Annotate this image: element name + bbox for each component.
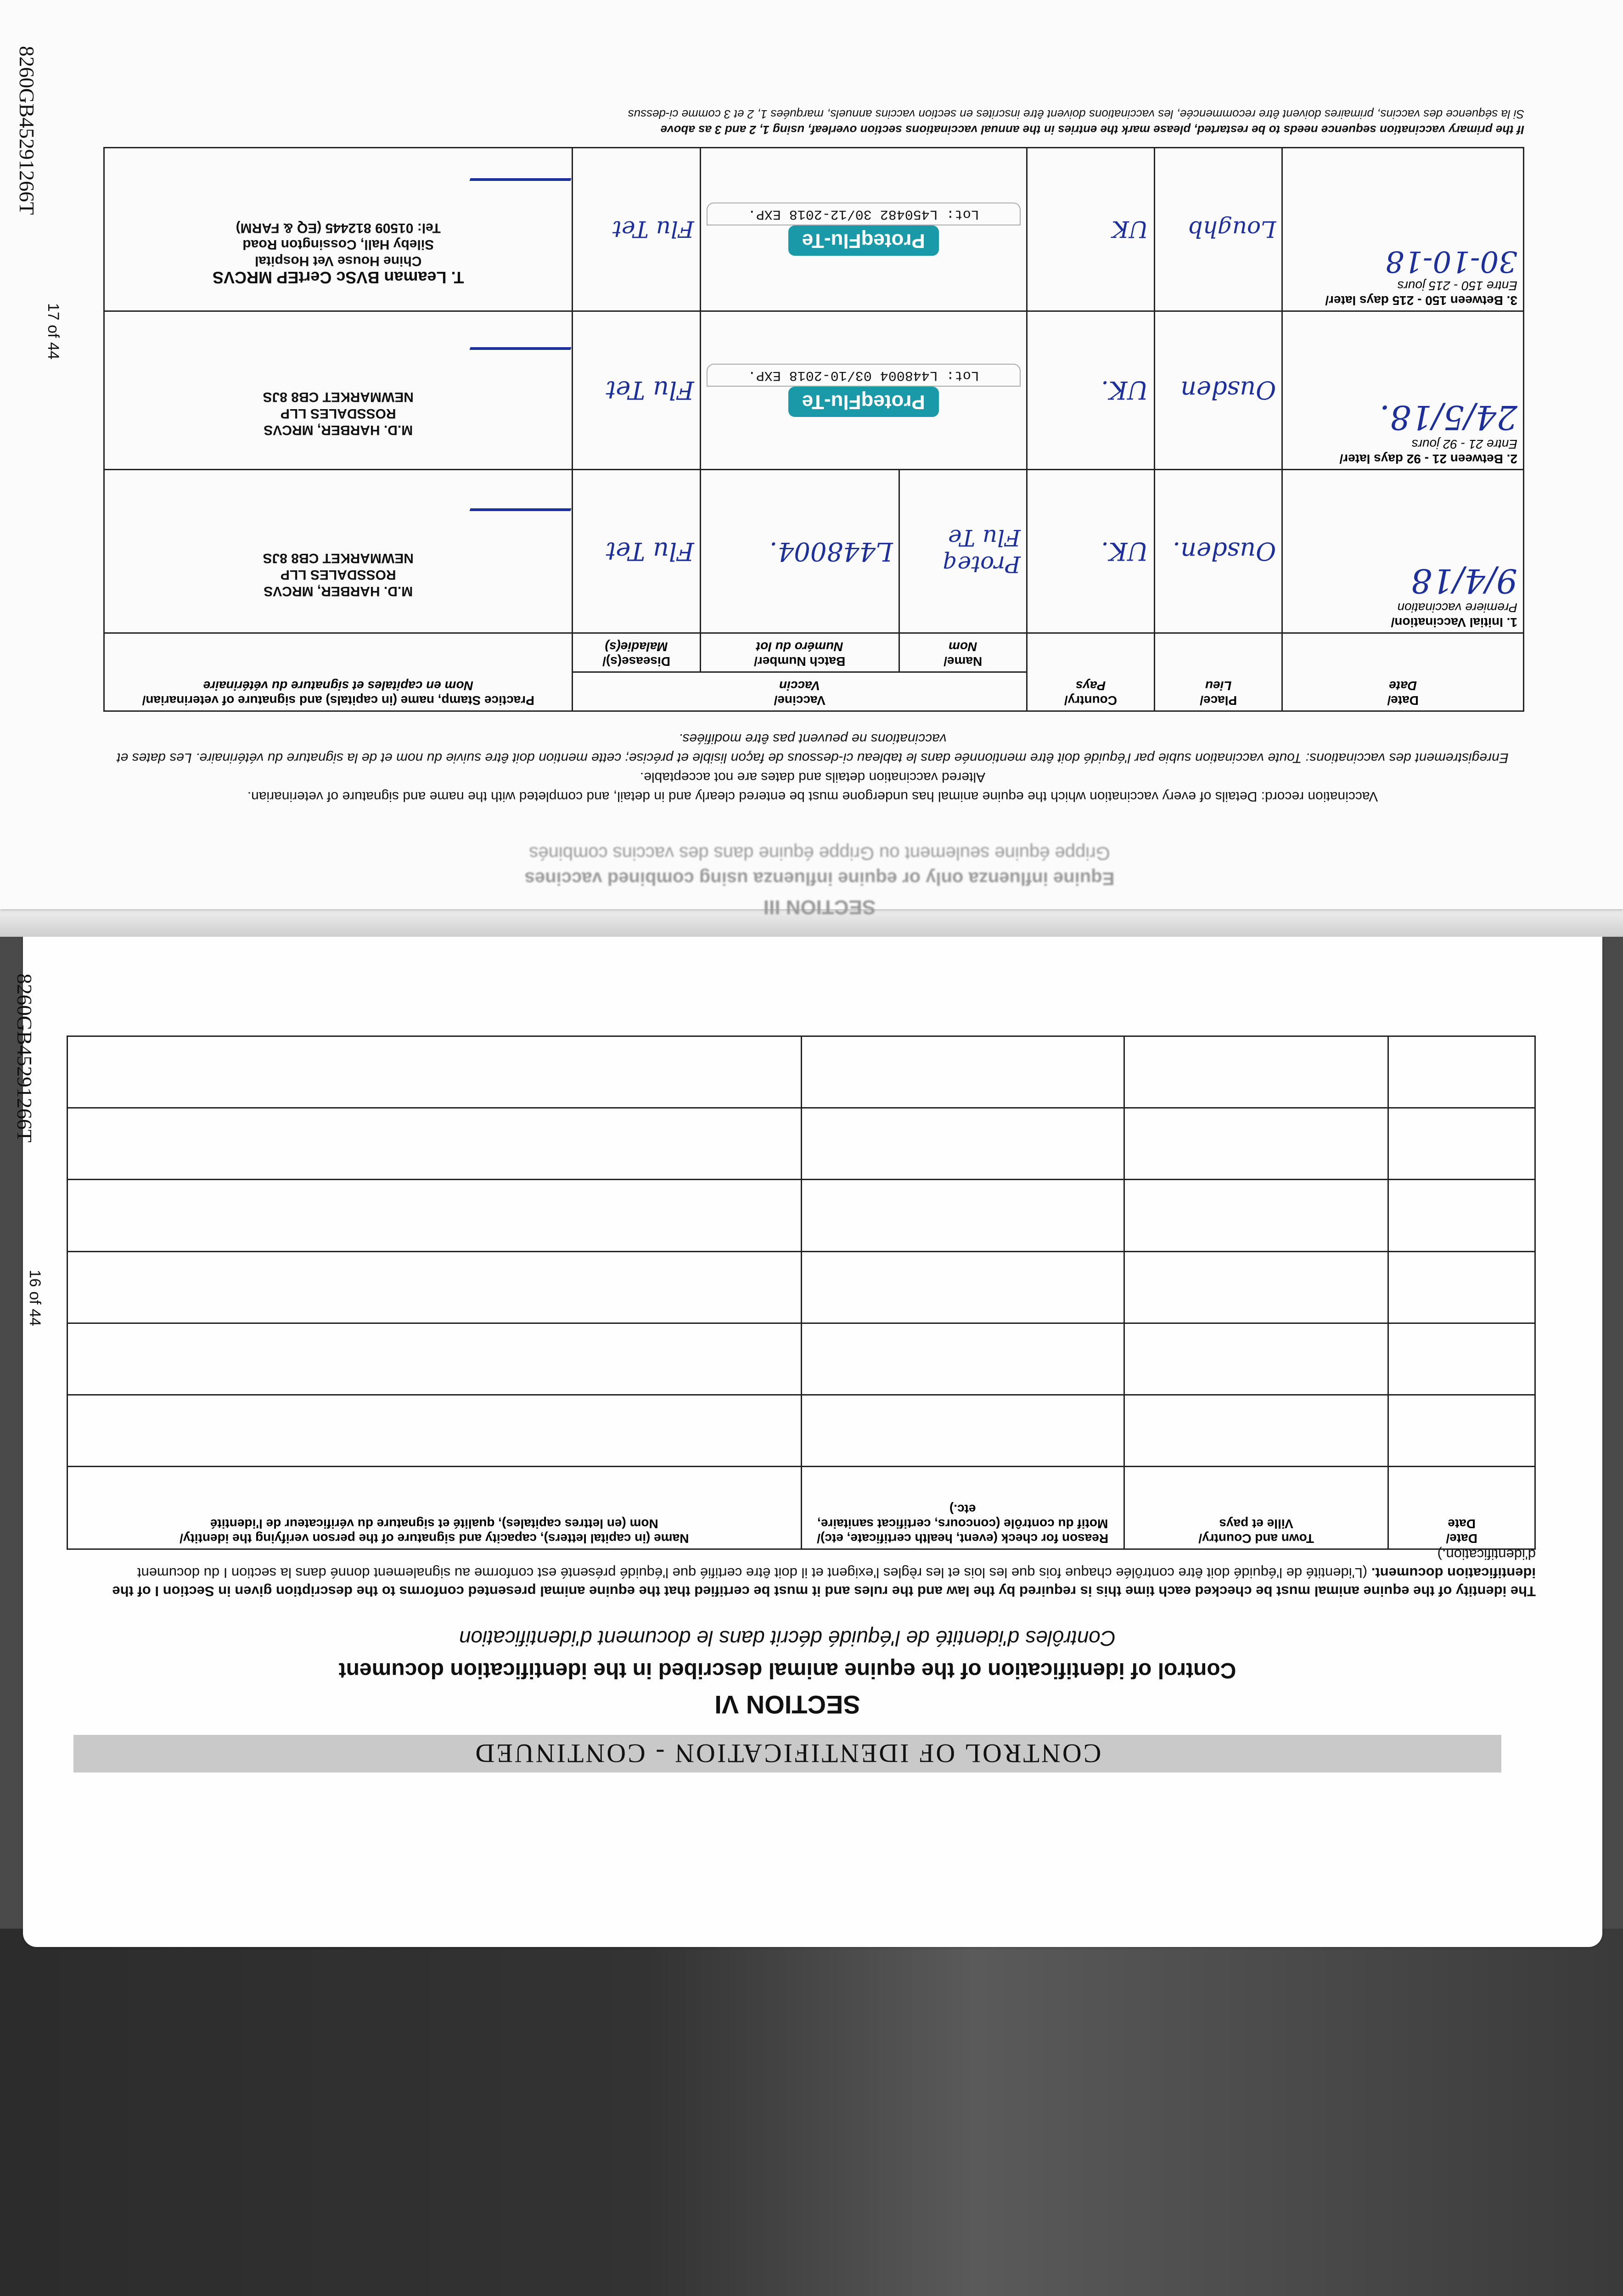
section-vi-title-fr: Contrôles d'identité de l'équidé décrit dans le document d'identification [459,1626,1116,1650]
vac-row1-disease: Flu Tet [573,469,700,633]
intro-fr: (L'identité de l'équidé doit être contrôlée chaque fois que les lois et les règles l'exigent et il doit être certifié que l'équidé présenté est conforme au signalement donné dans la section I du document d'identification.) [137,1547,1536,1581]
vaccination-intro-fr: Enregistrement des vaccinations: Toute vaccination subie par l'équidé doit être mentionnée dans le tableau ci-dessous de façon lisible et précise; cette mention doit être suivie du nom et de la signature du vétérinaire. Les dates et vaccinations ne peuvent pas être modifiées. [117,731,1509,765]
stamp-line: ROSSDALES LLP [280,406,396,422]
col-town-en: Town and Country/ [1198,1531,1314,1546]
vac-col-name-en: Name/ [943,654,983,669]
vac-col-disease-fr: Maladie(s) [605,639,668,654]
vac-col-country [1027,633,1154,711]
vac-col-country-fr: Pays [1075,679,1106,693]
col-verifier-en: Name (in capital letters), capacity and signature of the person verifying the identity/ [180,1531,689,1546]
vac-row1-label-en: 1. Initial Vaccination/ [1391,615,1517,630]
vac-row2-country: UK. [1027,311,1154,469]
table-row [67,1323,1535,1395]
table-header-row [67,1467,1535,1549]
table-row [104,148,1524,311]
vac-row2-date: 24/5/18. [1379,398,1517,437]
vaccination-record-table [103,147,1524,712]
vac-row2-disease: Flu Tet [573,311,700,469]
vac-row3-signature [456,178,572,218]
section-vi-intro [67,1545,1536,1600]
table-row [67,1251,1535,1323]
col-verifier [67,1467,802,1549]
vac-col-vaccine [573,672,1027,711]
section-iii-title-fr: Grippe équine seulement ou Grippe équine dans des vaccins combinés [529,843,1110,863]
vac-row1-place: Ousden. [1155,469,1282,633]
vac-col-date-fr: Date [1389,679,1417,693]
vac-row1-date-cell [1282,469,1524,633]
vac-row3-vaccine-name: ProteqFlu-Te [788,225,939,256]
vac-col-stamp [104,633,573,711]
table-row [104,311,1524,469]
vac-row3-date: 30-10-18 [1385,244,1517,278]
vac-row3-batch-exp: EXP. [747,206,781,222]
vac-row3-place: Loughb [1155,148,1282,311]
vac-row2-batch-box [707,364,1021,387]
vaccination-footnote [101,107,1524,138]
section-vi-heading: SECTION VI [714,1690,860,1719]
vac-col-batch-fr: Numéro du lot [756,639,843,654]
vac-row2-vaccine-name: ProteqFlu-Te [788,387,939,417]
vac-row3-stamp-cell [104,148,573,311]
table-row [67,1180,1535,1251]
vac-col-stamp-en: Practice Stamp, name (in capitals) and signature of veterinarian/ [142,693,534,708]
vac-col-date [1282,633,1524,711]
footnote-fr: Si la séquence des vaccins, primaires doivent être recommencée, les vaccinations doivent être inscrites en section vaccins annuels, marquées 1, 2 et 3 comme ci-dessus [628,107,1524,121]
vac-row2-batch-exp: EXP. [747,367,781,383]
vac-col-batch-en: Batch Number/ [754,654,846,669]
table-row [67,1108,1535,1180]
vac-row1-label-fr: Premiere vaccination [1397,600,1517,615]
vac-row3-vaccine-label [700,148,1027,311]
col-town-country [1124,1467,1388,1549]
col-date-en: Date/ [1446,1531,1477,1546]
col-date-fr: Date [1448,1517,1476,1531]
table-row [67,1395,1535,1466]
section-iii-title-en: Equine influenza only or equine influenza using combined vaccines [524,868,1115,889]
vaccination-intro [101,729,1524,806]
col-reason-fr: Motif du contrôle (concours, certificat sanitaire, etc.) [817,1502,1108,1531]
stamp-line: ROSSDALES LLP [280,567,396,582]
table-row [67,1036,1535,1108]
vac-row3-label-fr: Entre 150 - 215 jours [1397,278,1517,293]
section-vi-title-en: Control of identification of the equine animal described in the identification document [338,1658,1236,1683]
stamp-line: NEWMARKET CB8 8JS [263,550,414,566]
vac-row1-date: 9/4/18 [1411,561,1517,600]
vac-row2-stamp-cell [104,311,573,469]
col-verifier-fr: Nom (en lettres capitales), qualité et signature du vérificateur de l'identité [210,1517,658,1531]
vac-col-name [899,633,1027,672]
stamp-line: T. Leaman BVSc CertEP MRCVS [212,268,464,287]
stamp-line: Sileby Hall, Cossington Road [242,236,434,252]
vac-row2-label-en: 2. Between 21 - 92 days later/ [1339,451,1517,466]
stamp-line: NEWMARKET CB8 8JS [263,389,414,405]
vac-row2-stamp [110,388,566,438]
vac-row2-date-cell [1282,311,1524,469]
vac-col-place [1155,633,1282,711]
vac-col-place-fr: Lieu [1205,679,1232,693]
vac-col-vaccine-en: Vaccine/ [774,693,826,708]
vac-row3-date-cell [1282,148,1524,311]
col-date [1388,1467,1535,1549]
vac-row1-signature [456,508,572,548]
vac-row1-stamp [110,550,566,599]
vac-row3-batch-box [707,203,1021,225]
identification-check-table [67,1035,1536,1550]
vac-row3-country: UK [1027,148,1154,311]
stamp-line: M.D. HARBER, MRCVS [264,583,413,599]
vac-row2-signature [456,347,572,387]
vac-header-row [104,672,1524,711]
vac-col-disease-en: Disease(s)/ [602,654,671,669]
vaccination-intro-en2: Altered vaccination details and dates are not acceptable. [640,770,986,785]
page17-number: 17 of 44 [45,303,62,360]
col-town-fr: Ville et pays [1219,1517,1293,1531]
vac-col-country-en: Country/ [1064,693,1118,708]
stamp-line: Chine House Vet Hospital [255,253,422,269]
vac-col-name-fr: Nom [949,639,977,654]
stamp-line: Tel: 01509 812445 (EQ & FARM) [236,220,441,236]
vac-col-vaccine-fr: Vaccin [779,679,820,693]
stamp-line: M.D. HARBER, MRCVS [264,422,413,438]
table-row [104,469,1524,633]
section-iii-heading: SECTION III [763,896,876,918]
vac-row2-vaccine-label [700,311,1027,469]
vac-row3-disease: Flu Tet [573,148,700,311]
intro-en: The identity of the equine animal must be checked each time this is required by the law and the rules and it must be certified that the equine animal presented conforms to the description given in Section I of the identification document. [112,1565,1536,1599]
vac-col-disease [573,633,700,672]
vaccination-intro-en: Vaccination record: Details of every vaccination which the equine animal has undergone must be entered clearly and in detail, and completed with the name and signature of veterinarian. [247,789,1378,804]
col-reason [801,1467,1124,1549]
page17-id-code: 8260GB45291266T [15,46,39,215]
page16-id-code: 8260GB45291266T [13,974,36,1142]
vac-row3-label-en: 3. Between 150 - 215 days later/ [1325,293,1517,308]
vac-row2-label-fr: Entre 21 - 92 jours [1411,437,1517,451]
vac-row2-batch: Lot: L448004 03/10-2018 [789,367,979,383]
identification-banner: CONTROL OF IDENTIFICATION - CONTINUED [73,1735,1501,1773]
vac-row3-batch: Lot: L450482 30/12-2018 [789,206,979,222]
vac-row1-batch: L448004. [700,469,899,633]
vac-row3-stamp [110,219,566,286]
vac-col-place-en: Place/ [1200,693,1237,708]
vac-col-batch [700,633,899,672]
vac-row1-vaccine-name: Proteq Flu Te [899,469,1027,633]
vac-row2-place: Ousden [1155,311,1282,469]
page16-number: 16 of 44 [26,1270,44,1326]
vac-row1-stamp-cell [104,469,573,633]
vac-col-date-en: Date/ [1387,693,1419,708]
col-reason-en: Reason for check (event, health certificate, etc)/ [817,1531,1109,1546]
footnote-en: If the primary vaccination sequence needs to be restarted, please mark the entries in the annual vaccinations section overleaf, using 1, 2 and 3 as above [660,123,1524,137]
vac-row1-country: UK. [1027,469,1154,633]
vac-col-stamp-fr: Nom en capitales et signature du vétérinaire [203,679,473,693]
